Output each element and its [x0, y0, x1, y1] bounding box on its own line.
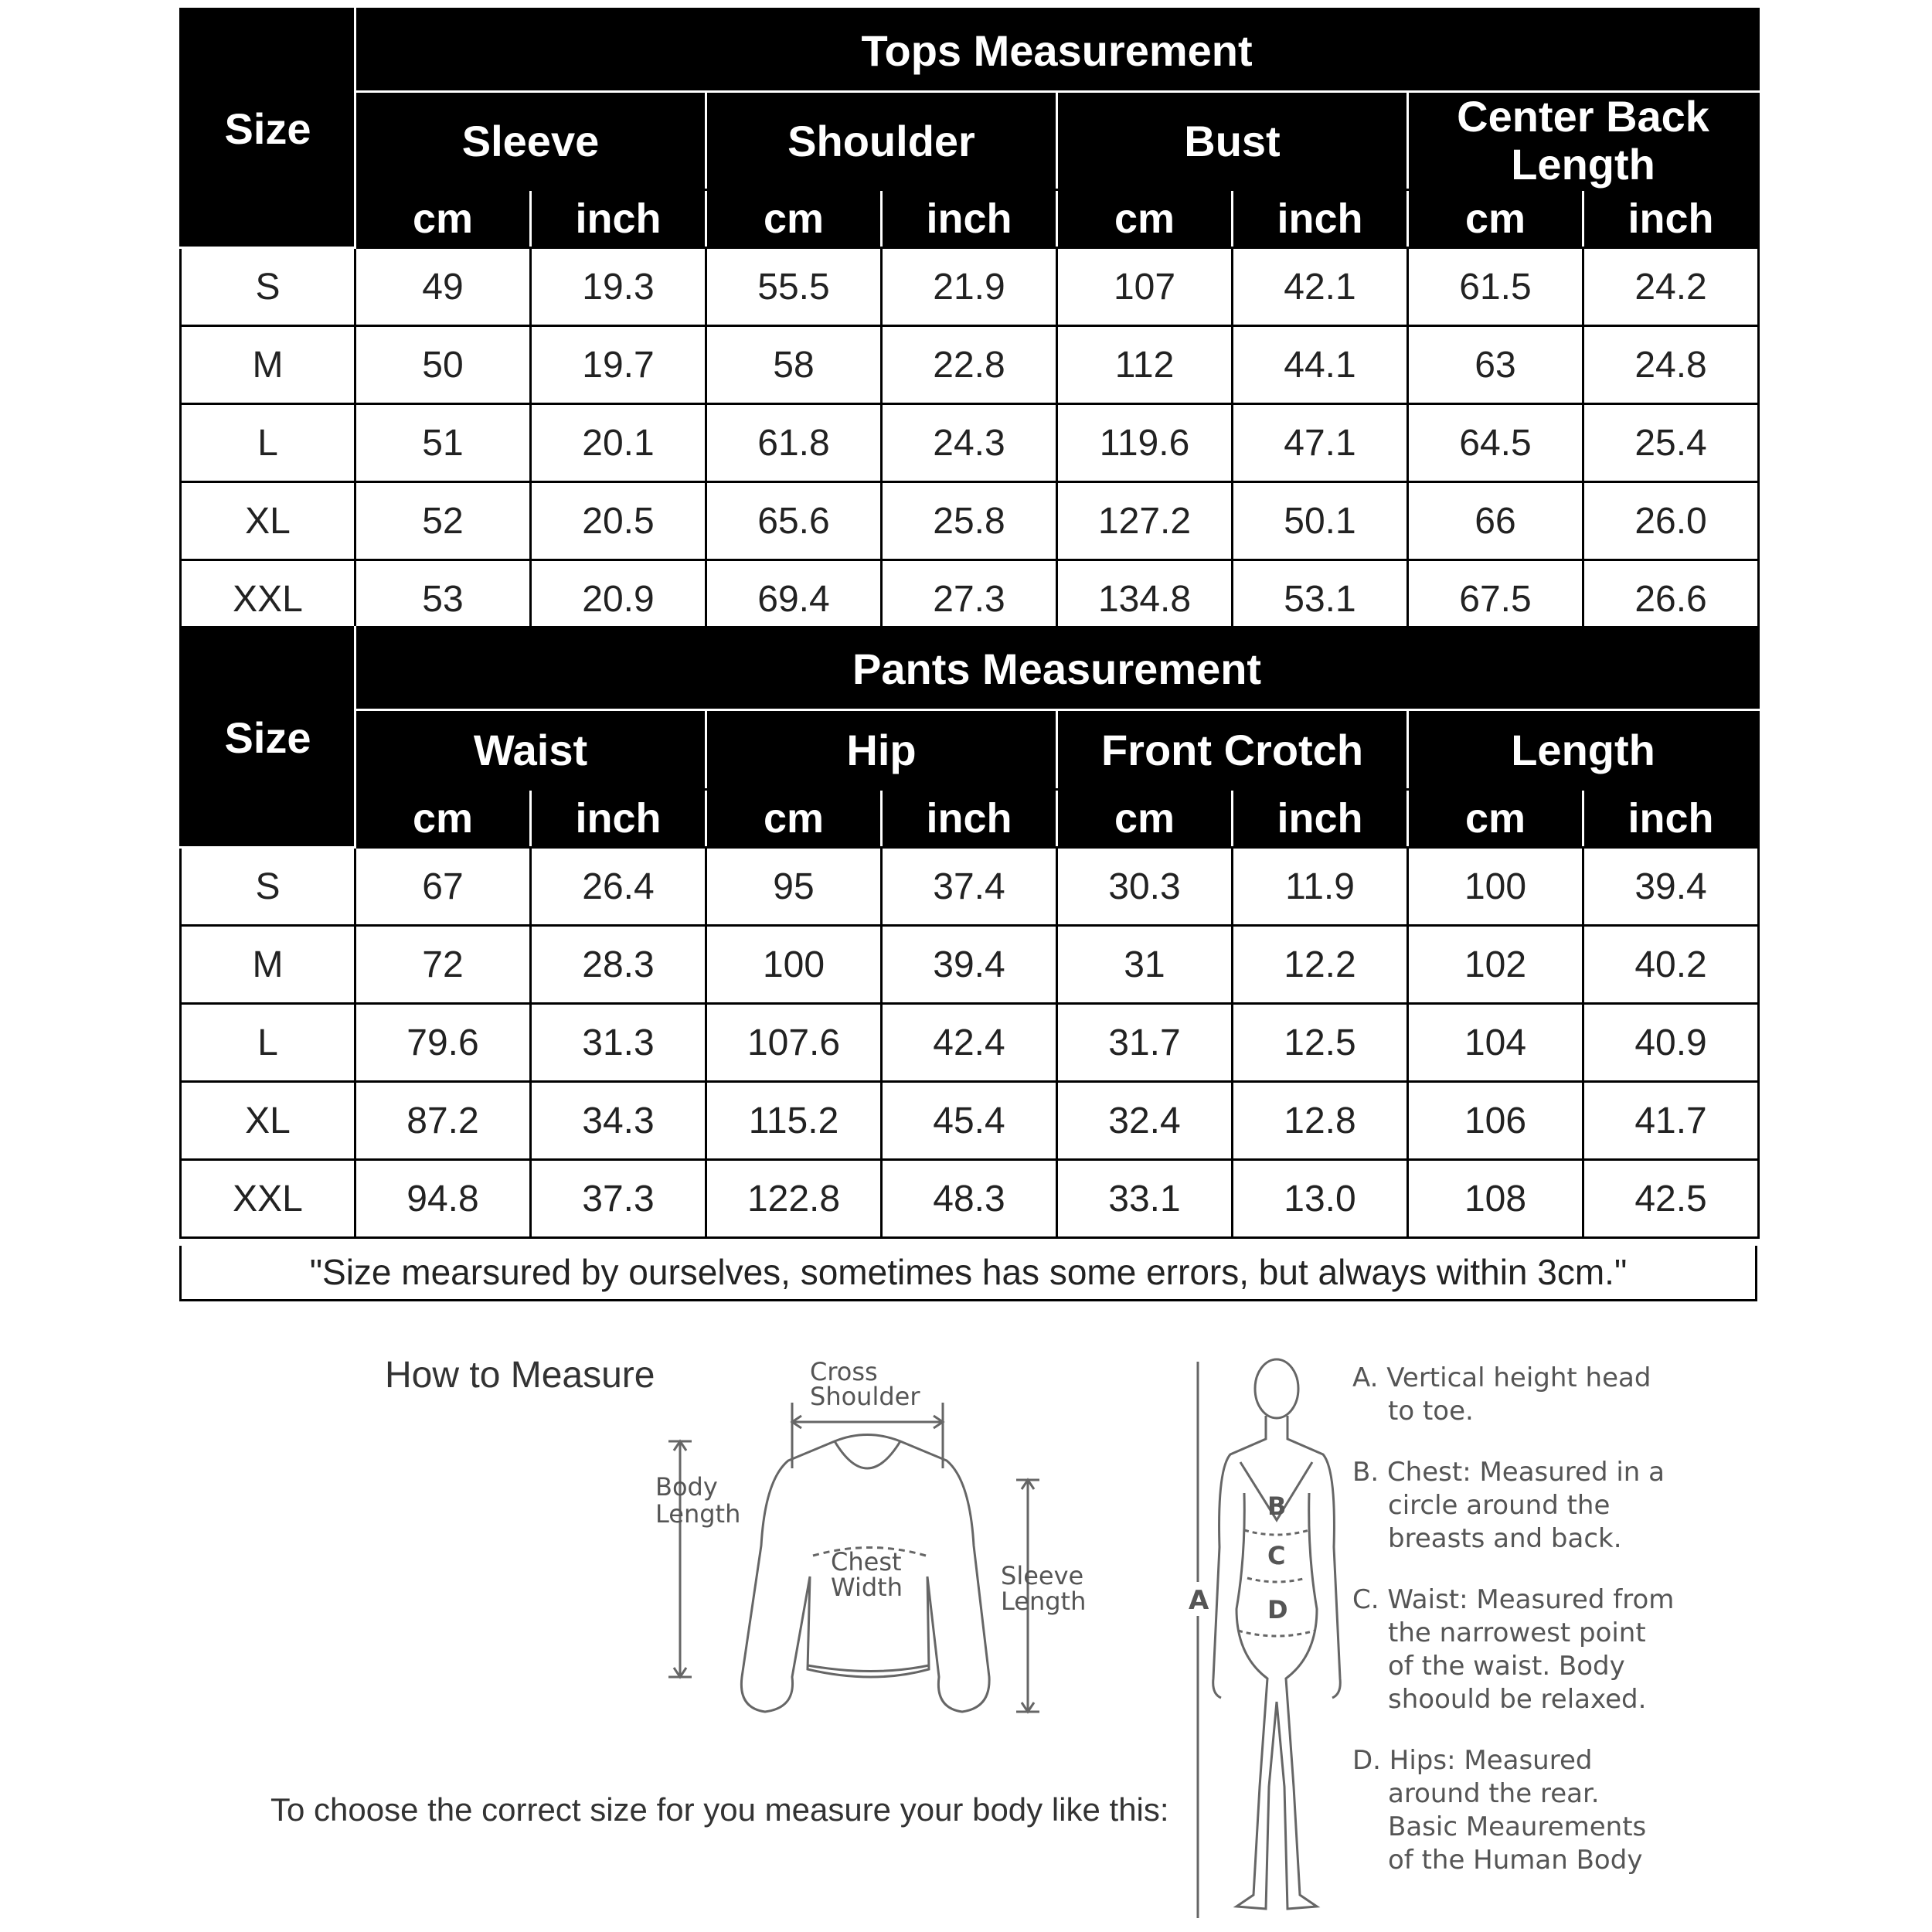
value-cell: 63 [1408, 326, 1583, 404]
value-cell: 47.1 [1233, 404, 1408, 482]
marker-a: A [1189, 1585, 1209, 1616]
table-title: Pants Measurement [355, 628, 1759, 710]
value-cell: 20.1 [531, 404, 706, 482]
value-cell: 107 [1057, 248, 1233, 326]
value-cell: 31.7 [1057, 1004, 1233, 1082]
value-cell: 20.9 [531, 560, 706, 638]
chest-width-label-line1: Chest [831, 1547, 902, 1577]
value-cell: 95 [706, 848, 882, 926]
size-cell: S [181, 848, 355, 926]
value-cell: 61.8 [706, 404, 882, 482]
group-header: Sleeve [355, 92, 706, 190]
value-cell: 32.4 [1057, 1082, 1233, 1160]
value-cell: 67 [355, 848, 531, 926]
unit-header: cm [706, 790, 882, 848]
size-cell: XL [181, 482, 355, 560]
value-cell: 28.3 [531, 926, 706, 1004]
unit-header: inch [1583, 790, 1759, 848]
size-cell: XXL [181, 560, 355, 638]
unit-header: cm [706, 190, 882, 248]
value-cell: 26.6 [1583, 560, 1759, 638]
cross-shoulder-label-line2: Shoulder [810, 1382, 920, 1411]
marker-c: C [1267, 1541, 1286, 1570]
value-cell: 20.5 [531, 482, 706, 560]
size-cell: L [181, 404, 355, 482]
value-cell: 48.3 [882, 1160, 1057, 1238]
value-cell: 51 [355, 404, 531, 482]
value-cell: 94.8 [355, 1160, 531, 1238]
group-header: Length [1408, 710, 1759, 790]
unit-header: cm [1057, 190, 1233, 248]
value-cell: 58 [706, 326, 882, 404]
value-cell: 37.4 [882, 848, 1057, 926]
size-cell: XXL [181, 1160, 355, 1238]
value-cell: 127.2 [1057, 482, 1233, 560]
value-cell: 50.1 [1233, 482, 1408, 560]
value-cell: 42.4 [882, 1004, 1057, 1082]
table-row [181, 848, 1759, 926]
value-cell: 31 [1057, 926, 1233, 1004]
value-cell: 30.3 [1057, 848, 1233, 926]
value-cell: 21.9 [882, 248, 1057, 326]
value-cell: 19.3 [531, 248, 706, 326]
unit-header-row [181, 190, 1759, 248]
unit-header: inch [1233, 790, 1408, 848]
value-cell: 69.4 [706, 560, 882, 638]
value-cell: 108 [1408, 1160, 1583, 1238]
unit-header: inch [1583, 190, 1759, 248]
sleeve-length-label-line1: Sleeve [1001, 1561, 1084, 1590]
size-cell: M [181, 326, 355, 404]
value-cell: 34.3 [531, 1082, 706, 1160]
value-cell: 122.8 [706, 1160, 882, 1238]
unit-header: inch [882, 190, 1057, 248]
marker-d: D [1267, 1595, 1288, 1624]
shirt-diagram [641, 1345, 1105, 1731]
value-cell: 79.6 [355, 1004, 531, 1082]
value-cell: 102 [1408, 926, 1583, 1004]
value-cell: 65.6 [706, 482, 882, 560]
table-row [181, 248, 1759, 326]
tops-table-body [181, 248, 1759, 638]
unit-header: inch [531, 190, 706, 248]
measure-instruction: To choose the correct size for you measure your body like this: [270, 1791, 1169, 1828]
table-row [181, 1160, 1759, 1238]
value-cell: 115.2 [706, 1082, 882, 1160]
chest-width-label-line2: Width [831, 1573, 903, 1602]
value-cell: 45.4 [882, 1082, 1057, 1160]
group-header-row [181, 92, 1759, 190]
value-cell: 12.8 [1233, 1082, 1408, 1160]
unit-header: inch [882, 790, 1057, 848]
sleeve-length-label-line2: Length [1001, 1587, 1087, 1616]
table-row [181, 1004, 1759, 1082]
value-cell: 27.3 [882, 560, 1057, 638]
group-header: Hip [706, 710, 1057, 790]
unit-header: cm [355, 190, 531, 248]
value-cell: 26.0 [1583, 482, 1759, 560]
body-length-label-line2: Length [655, 1499, 741, 1529]
value-cell: 26.4 [531, 848, 706, 926]
value-cell: 100 [1408, 848, 1583, 926]
pants-table-body [181, 848, 1759, 1238]
value-cell: 66 [1408, 482, 1583, 560]
body-figure-diagram [1182, 1354, 1352, 1926]
value-cell: 25.4 [1583, 404, 1759, 482]
value-cell: 107.6 [706, 1004, 882, 1082]
table-row [181, 326, 1759, 404]
value-cell: 24.8 [1583, 326, 1759, 404]
legend-item-d: D. Hips: Measured around the rear. Basic Meaurements of the Human Body [1352, 1745, 1647, 1876]
unit-header: cm [1057, 790, 1233, 848]
value-cell: 55.5 [706, 248, 882, 326]
table-row [181, 926, 1759, 1004]
value-cell: 24.3 [882, 404, 1057, 482]
value-cell: 50 [355, 326, 531, 404]
value-cell: 49 [355, 248, 531, 326]
value-cell: 100 [706, 926, 882, 1004]
value-cell: 112 [1057, 326, 1233, 404]
value-cell: 64.5 [1408, 404, 1583, 482]
unit-header: inch [1233, 190, 1408, 248]
value-cell: 119.6 [1057, 404, 1233, 482]
value-cell: 52 [355, 482, 531, 560]
unit-header: cm [1408, 790, 1583, 848]
value-cell: 53.1 [1233, 560, 1408, 638]
size-header: Size [181, 628, 355, 848]
value-cell: 40.9 [1583, 1004, 1759, 1082]
value-cell: 12.5 [1233, 1004, 1408, 1082]
measurement-note: "Size mearsured by ourselves, sometimes has some errors, but always within 3cm." [179, 1246, 1757, 1301]
group-header-row [181, 710, 1759, 790]
group-header: Waist [355, 710, 706, 790]
table-row [181, 404, 1759, 482]
group-header: Front Crotch [1057, 710, 1408, 790]
value-cell: 42.5 [1583, 1160, 1759, 1238]
marker-b: B [1267, 1492, 1287, 1521]
pants-measurement-table [179, 626, 1760, 1239]
value-cell: 41.7 [1583, 1082, 1759, 1160]
group-header: Bust [1057, 92, 1408, 190]
tops-measurement-table [179, 8, 1760, 639]
value-cell: 19.7 [531, 326, 706, 404]
value-cell: 12.2 [1233, 926, 1408, 1004]
unit-header: cm [1408, 190, 1583, 248]
value-cell: 44.1 [1233, 326, 1408, 404]
legend-item-a: A. Vertical height head to toe. [1352, 1362, 1651, 1427]
value-cell: 53 [355, 560, 531, 638]
how-to-measure-title: How to Measure [385, 1355, 655, 1396]
table-row [181, 1082, 1759, 1160]
value-cell: 42.1 [1233, 248, 1408, 326]
table-title: Tops Measurement [355, 9, 1759, 92]
value-cell: 134.8 [1057, 560, 1233, 638]
cross-shoulder-label-line1: Cross [810, 1357, 878, 1386]
unit-header: cm [355, 790, 531, 848]
value-cell: 61.5 [1408, 248, 1583, 326]
size-cell: XL [181, 1082, 355, 1160]
unit-header-row [181, 790, 1759, 848]
legend-item-c: C. Waist: Measured from the narrowest point of the waist. Body shoould be relaxed. [1352, 1584, 1675, 1715]
value-cell: 11.9 [1233, 848, 1408, 926]
group-header: Shoulder [706, 92, 1057, 190]
legend-item-b: B. Chest: Measured in a circle around the breasts and back. [1352, 1457, 1665, 1554]
value-cell: 39.4 [1583, 848, 1759, 926]
body-length-label-line1: Body [655, 1472, 718, 1502]
value-cell: 25.8 [882, 482, 1057, 560]
value-cell: 22.8 [882, 326, 1057, 404]
value-cell: 104 [1408, 1004, 1583, 1082]
measurement-legend [1352, 1362, 1677, 1905]
value-cell: 24.2 [1583, 248, 1759, 326]
value-cell: 13.0 [1233, 1160, 1408, 1238]
value-cell: 72 [355, 926, 531, 1004]
table-row [181, 482, 1759, 560]
value-cell: 40.2 [1583, 926, 1759, 1004]
value-cell: 39.4 [882, 926, 1057, 1004]
size-cell: M [181, 926, 355, 1004]
unit-header: inch [531, 790, 706, 848]
value-cell: 33.1 [1057, 1160, 1233, 1238]
value-cell: 87.2 [355, 1082, 531, 1160]
size-cell: S [181, 248, 355, 326]
value-cell: 67.5 [1408, 560, 1583, 638]
size-cell: L [181, 1004, 355, 1082]
value-cell: 37.3 [531, 1160, 706, 1238]
value-cell: 31.3 [531, 1004, 706, 1082]
group-header: Center Back Length [1408, 92, 1759, 190]
value-cell: 106 [1408, 1082, 1583, 1160]
size-header: Size [181, 9, 355, 248]
